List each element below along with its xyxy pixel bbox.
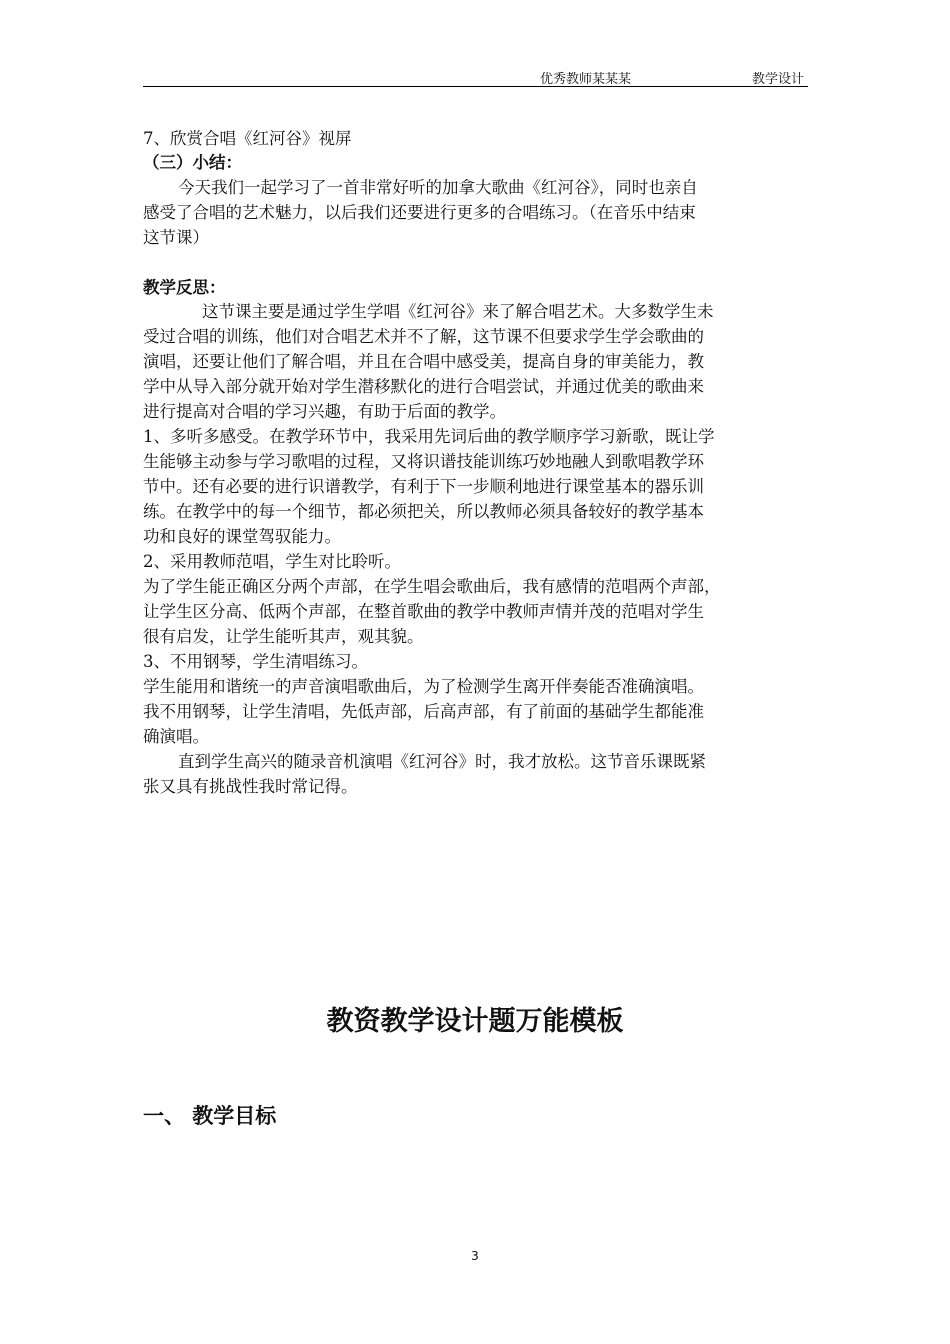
page-number: 3 <box>471 1249 479 1263</box>
text-line: 张又具有挑战性我时常记得。 <box>143 777 358 796</box>
text-line: 学中从导入部分就开始对学生潜移默化的进行合唱尝试，并通过优美的歌曲来 <box>143 377 704 396</box>
text-line: 今天我们一起学习了一首非常好听的加拿大歌曲《红河谷》，同时也亲自 <box>178 178 698 197</box>
subheading-summary: （三）小结： <box>143 153 242 172</box>
text-line: 直到学生高兴的随录音机演唱《红河谷》时，我才放松。这节音乐课既紧 <box>178 752 706 771</box>
text-line: 感受了合唱的艺术魅力，以后我们还要进行更多的合唱练习。（在音乐中结束 <box>143 203 696 222</box>
text-line: 我不用钢琴，让学生清唱，先低声部，后高声部，有了前面的基础学生都能准 <box>143 702 704 721</box>
text-line: 确演唱。 <box>143 727 209 746</box>
text-line: 3、不用钢琴，学生清唱练习。 <box>143 652 368 671</box>
document-title: 教资教学设计题万能模板 <box>326 1006 624 1037</box>
text-line: 功和良好的课堂驾驭能力。 <box>143 527 341 546</box>
text-line: 1、多听多感受。在教学环节中，我采用先词后曲的教学顺序学习新歌，既让学 <box>143 427 715 446</box>
header-rule <box>143 86 808 87</box>
text-line: 节中。还有必要的进行识谱教学，有利于下一步顺利地进行课堂基本的器乐训 <box>143 477 704 496</box>
text-line: 让学生区分高、低两个声部，在整首歌曲的教学中教师声情并茂的范唱对学生 <box>143 602 704 621</box>
text-line: 为了学生能正确区分两个声部，在学生唱会歌曲后，我有感情的范唱两个声部， <box>143 577 721 596</box>
text-line: 这节课主要是通过学生学唱《红河谷》来了解合唱艺术。大多数学生未 <box>202 302 714 321</box>
section-heading: 一、 教学目标 <box>143 1104 277 1128</box>
text-line: 演唱，还要让他们了解合唱，并且在合唱中感受美，提高自身的审美能力，教 <box>143 352 704 371</box>
text-line: 进行提高对合唱的学习兴趣，有助于后面的教学。 <box>143 402 506 421</box>
text-line: 受过合唱的训练，他们对合唱艺术并不了解，这节课不但要求学生学会歌曲的 <box>143 327 704 346</box>
text-line: 学生能用和谐统一的声音演唱歌曲后，为了检测学生离开伴奏能否准确演唱。 <box>143 677 704 696</box>
subheading-reflection: 教学反思： <box>143 278 226 297</box>
text-line: 7、欣赏合唱《红河谷》视屏 <box>143 129 352 148</box>
header-author: 优秀教师某某某 <box>540 72 632 87</box>
text-line: 生能够主动参与学习歌唱的过程，又将识谱技能训练巧妙地融人到歌唱教学环 <box>143 452 704 471</box>
header-doc-type: 教学设计 <box>752 72 805 87</box>
text-line: 很有启发，让学生能听其声，观其貌。 <box>143 627 424 646</box>
text-line: 这节课） <box>143 228 209 247</box>
text-line: 2、采用教师范唱，学生对比聆听。 <box>143 552 401 571</box>
text-line: 练。在教学中的每一个细节，都必须把关，所以教师必须具备较好的教学基本 <box>143 502 704 521</box>
